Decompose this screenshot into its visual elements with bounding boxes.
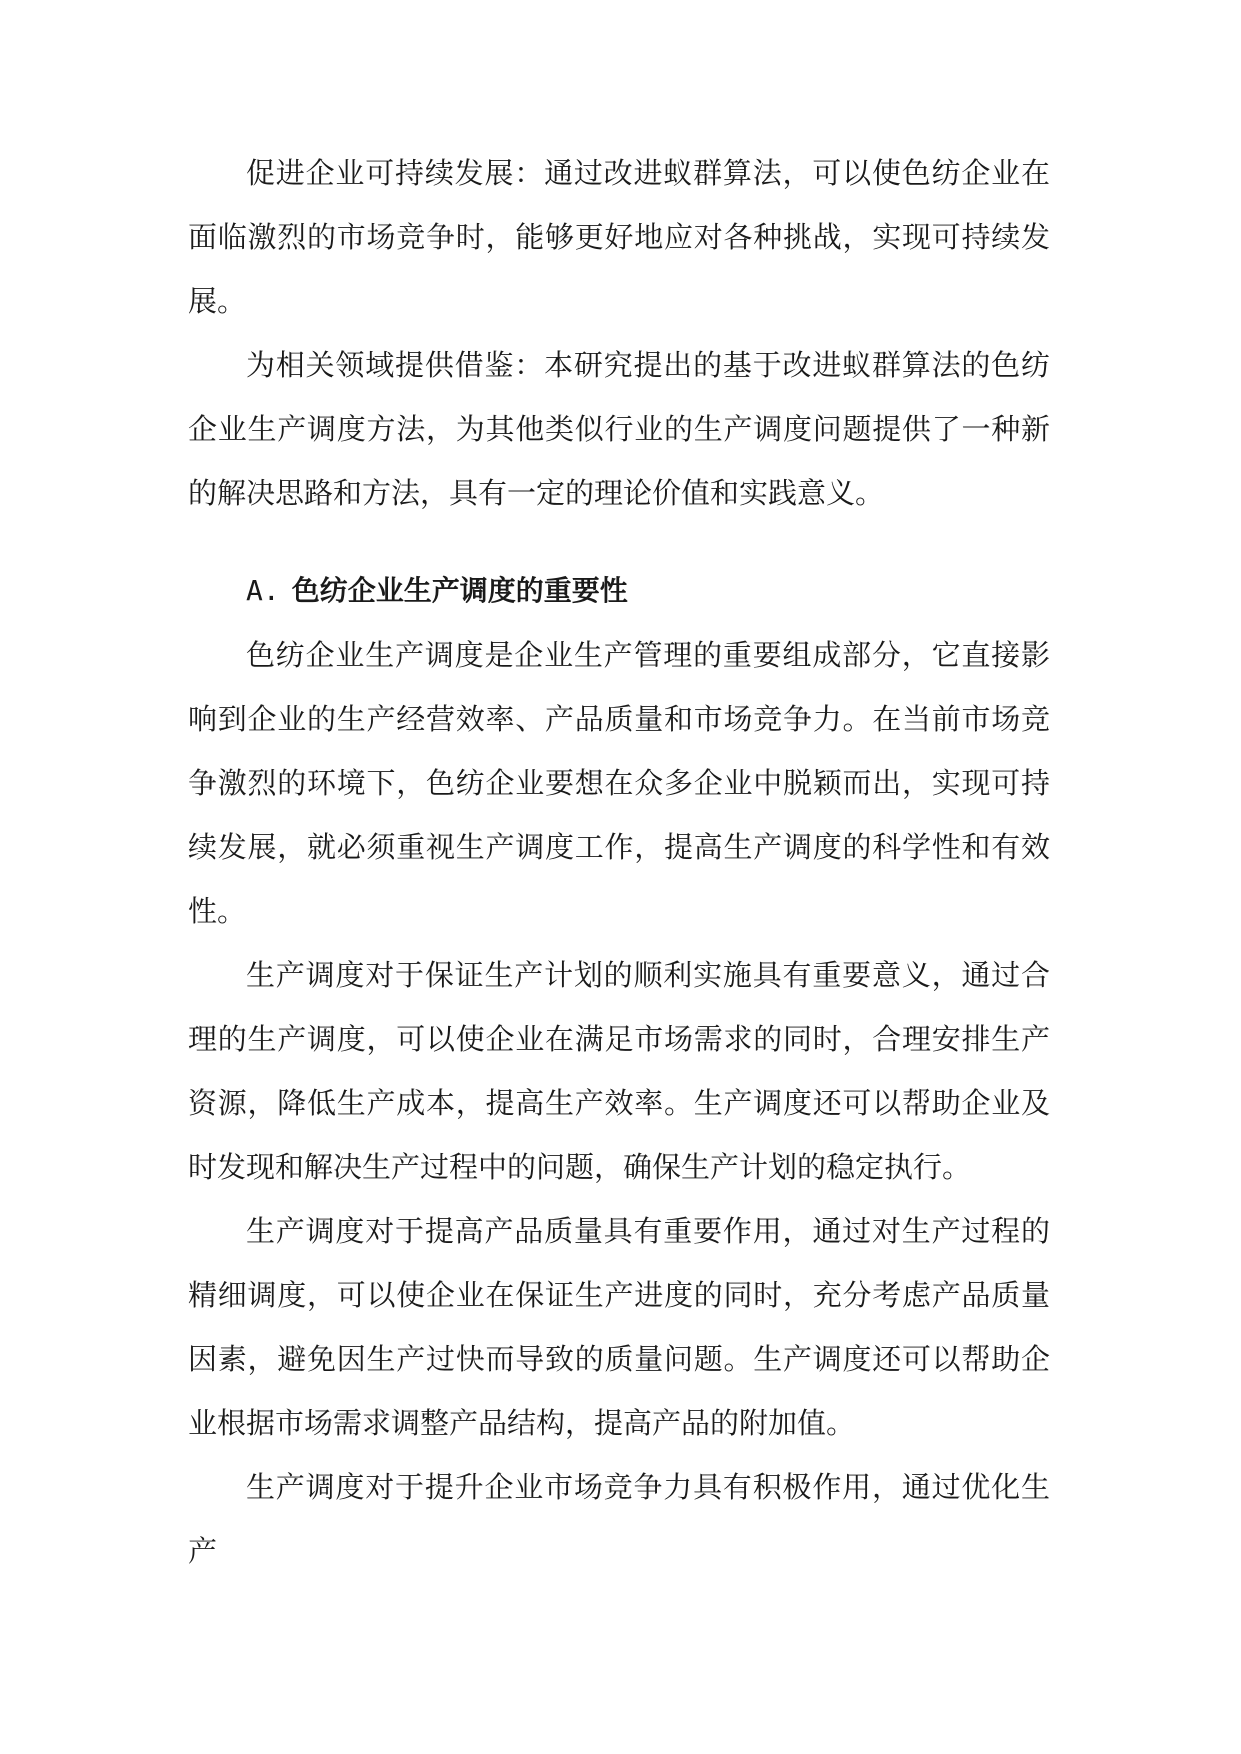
paragraph-plan-implementation: 生产调度对于保证生产计划的顺利实施具有重要意义，通过合理的生产调度，可以使企业在满足市场需求的同时，合理安排生产资源，降低生产成本，提高生产效率。生产调度还可以帮助企业及时发现和解决生产过程中的问题，确保生产计划的稳定执行。: [188, 958, 1050, 1184]
paragraph-sustainable-development: 促进企业可持续发展：通过改进蚁群算法，可以使色纺企业在面临激烈的市场竞争时，能够更好地应对各种挑战，实现可持续发展。: [188, 156, 1050, 318]
paragraph-product-quality: 生产调度对于提高产品质量具有重要作用，通过对生产过程的精细调度，可以使企业在保证生产进度的同时，充分考虑产品质量因素，避免因生产过快而导致的质量问题。生产调度还可以帮助企业根据市场需求调整产品结构，提高产品的附加值。: [188, 1214, 1050, 1440]
paragraph-scheduling-importance: 色纺企业生产调度是企业生产管理的重要组成部分，它直接影响到企业的生产经营效率、产品质量和市场竞争力。在当前市场竞争激烈的环境下，色纺企业要想在众多企业中脱颖而出，实现可持续发展，就必须重视生产调度工作，提高生产调度的科学性和有效性。: [188, 638, 1050, 928]
section-title: 色纺企业生产调度的重要性: [291, 574, 628, 607]
paragraph-reference-value: 为相关领域提供借鉴：本研究提出的基于改进蚁群算法的色纺企业生产调度方法，为其他类似行业的生产调度问题提供了一种新的解决思路和方法，具有一定的理论价值和实践意义。: [188, 348, 1050, 510]
paragraph-market-competitiveness: 生产调度对于提升企业市场竞争力具有积极作用，通过优化生产: [188, 1470, 1050, 1568]
document-body: [188, 141, 1050, 1583]
section-label: A.: [246, 574, 280, 607]
section-heading: [188, 559, 1050, 623]
